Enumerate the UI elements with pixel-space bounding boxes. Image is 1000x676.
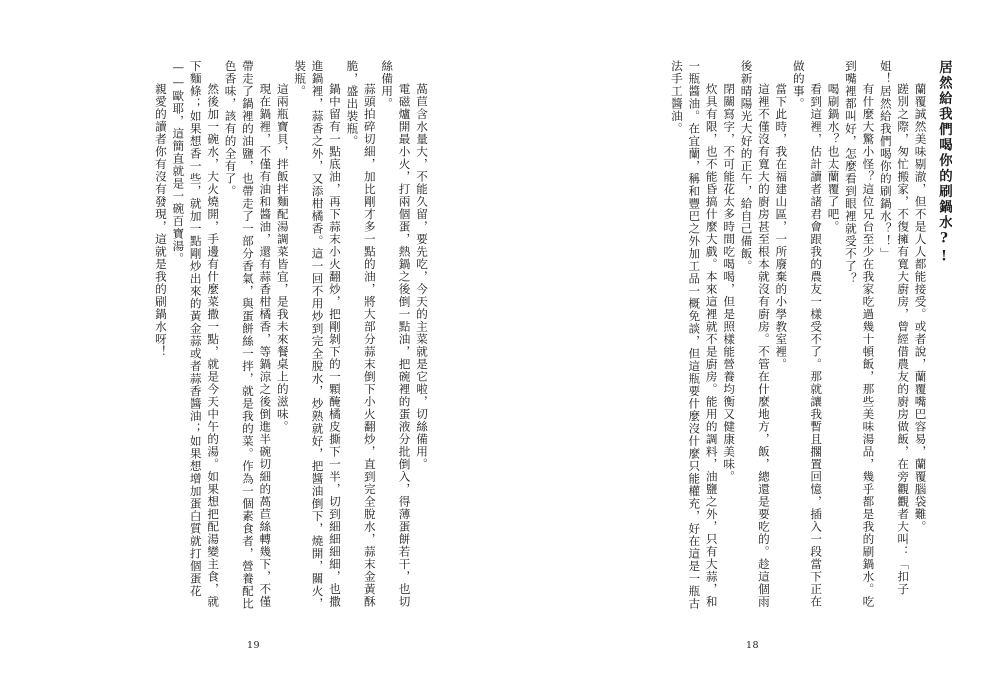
left-page-text: [68, 60, 430, 620]
paragraph: 這兩瓶寶貝，拌飯拌麵配湯調菜皆宜，是我未來餐桌上的滋味。: [275, 83, 290, 434]
paragraph: 炊具有限，也不能昏搞什麼大戲。本來這裡就不是廚房。能用的調料，油鹽之外，只有大蒜，和一瓶醬油。在宜蘭，稱和豐巴之外加工品一概免談，但這瓶要什麼沒什麼只能權充，好在這是一瓶古法手工醬油。: [669, 60, 719, 610]
page-number: 18: [746, 640, 760, 651]
paragraph: 鍋中留有一點底油，再下蒜末小火翻炒，把剛剝下的一顆醃橘皮撕下一半，切到細細細細，也撒進鍋裡，蒜香之外，又添柑橘香。這一回不用炒到完全脫水，炒熟就好，把醬油倒下，燒開，關火，裝瓶。: [293, 60, 342, 610]
chapter-title: 居然給我們喝你的刷鍋水?!: [936, 60, 952, 267]
page-number: 19: [247, 640, 261, 651]
paragraph: 當下此時，我在福建山區，一所廢棄的小學教室裡。: [774, 83, 789, 371]
paragraph: 現在鍋裡，不僅有油和醬油，還有蒜香柑橘香，等鍋涼之後倒進半碗切細的萵苣絲轉幾下，不僅帶走了鍋裡的油鹽，也帶走了一部分香氣，與蛋餅絲一拌，就是我的菜。作為一個素食者，營養配比色香味，該有的全有了。: [223, 60, 273, 610]
right-page-text: [567, 60, 952, 620]
paragraph: 電磁爐開最小火，打兩個蛋，熱鍋之後倒一點油，把碗裡的蛋液分批倒入，得薄蛋餅若干，也切絲備用。: [380, 60, 412, 609]
paragraph: 看到這裡，估計讀者諸君會跟我的農友一樣受不了。那就讓我暫且擱置回憶，插入一段當下正在做的事。: [791, 60, 824, 609]
paragraph: 蹉別之際，匆忙搬家，不復擁有寬大廚房，曾經借農友的廚房做飯，在旁觀觀者大叫：「扣子姐！居然給我們喝你的刷鍋水？！」: [878, 60, 911, 596]
paragraph: 然後加一碗水，大火燒開，手邊有什麼菜撒一點，就是今天中午的湯。如果想把配湯變主食，就下麵條；如果想香一些，就加一點剛炒出來的黃金蒜或者蒜香醬油；如果想增加蛋白質就打個蛋花——歐耶，這簡直就是一碗百寶湯。: [171, 60, 221, 609]
paragraph: 蘭覆誠然美味剔澈，但不是人人都能接受。或者說，蘭覆嘴巴容易，蘭覆腦袋難。: [913, 83, 928, 534]
paragraph: 有什麼大驚小怪？這位兄台至少在我家吃過幾十頓飯，那些美味湯品，幾乎都是我的刷鍋水。吃到嘴裡都叫好，怎麼看到眼裡就受不了？: [843, 60, 876, 609]
paragraph: 蒜頭拍碎切細，加比剛才多一點的油，將大部分蒜末倒下小火翻炒，直到完全脫水，蒜末金黃酥脆，盛出裝瓶。: [345, 60, 377, 609]
paragraph: 這裡不僅沒有寬大的廚房甚至根本就沒有廚房。不管在什麼地方，飯，總還是要吃的。趁這個雨後新晴陽光大好的正午，給自己備飯。: [739, 60, 771, 609]
paragraph: 親愛的讀者你有沒有發現，這就是我的刷鍋水呀！: [153, 83, 168, 359]
paragraph: 喝刷鍋水？也太蘭覆了吧。: [826, 83, 841, 234]
paragraph: 閉關寫字，不可能花太多時間吃喝喝，但是照樣能營養均衡又健康美味。: [722, 83, 737, 484]
paragraph: 萵苣含水量大，不能久留，要先吃，今天的主菜就是它啦，切絲備用。: [415, 83, 429, 471]
right-page: [500, 0, 1000, 676]
